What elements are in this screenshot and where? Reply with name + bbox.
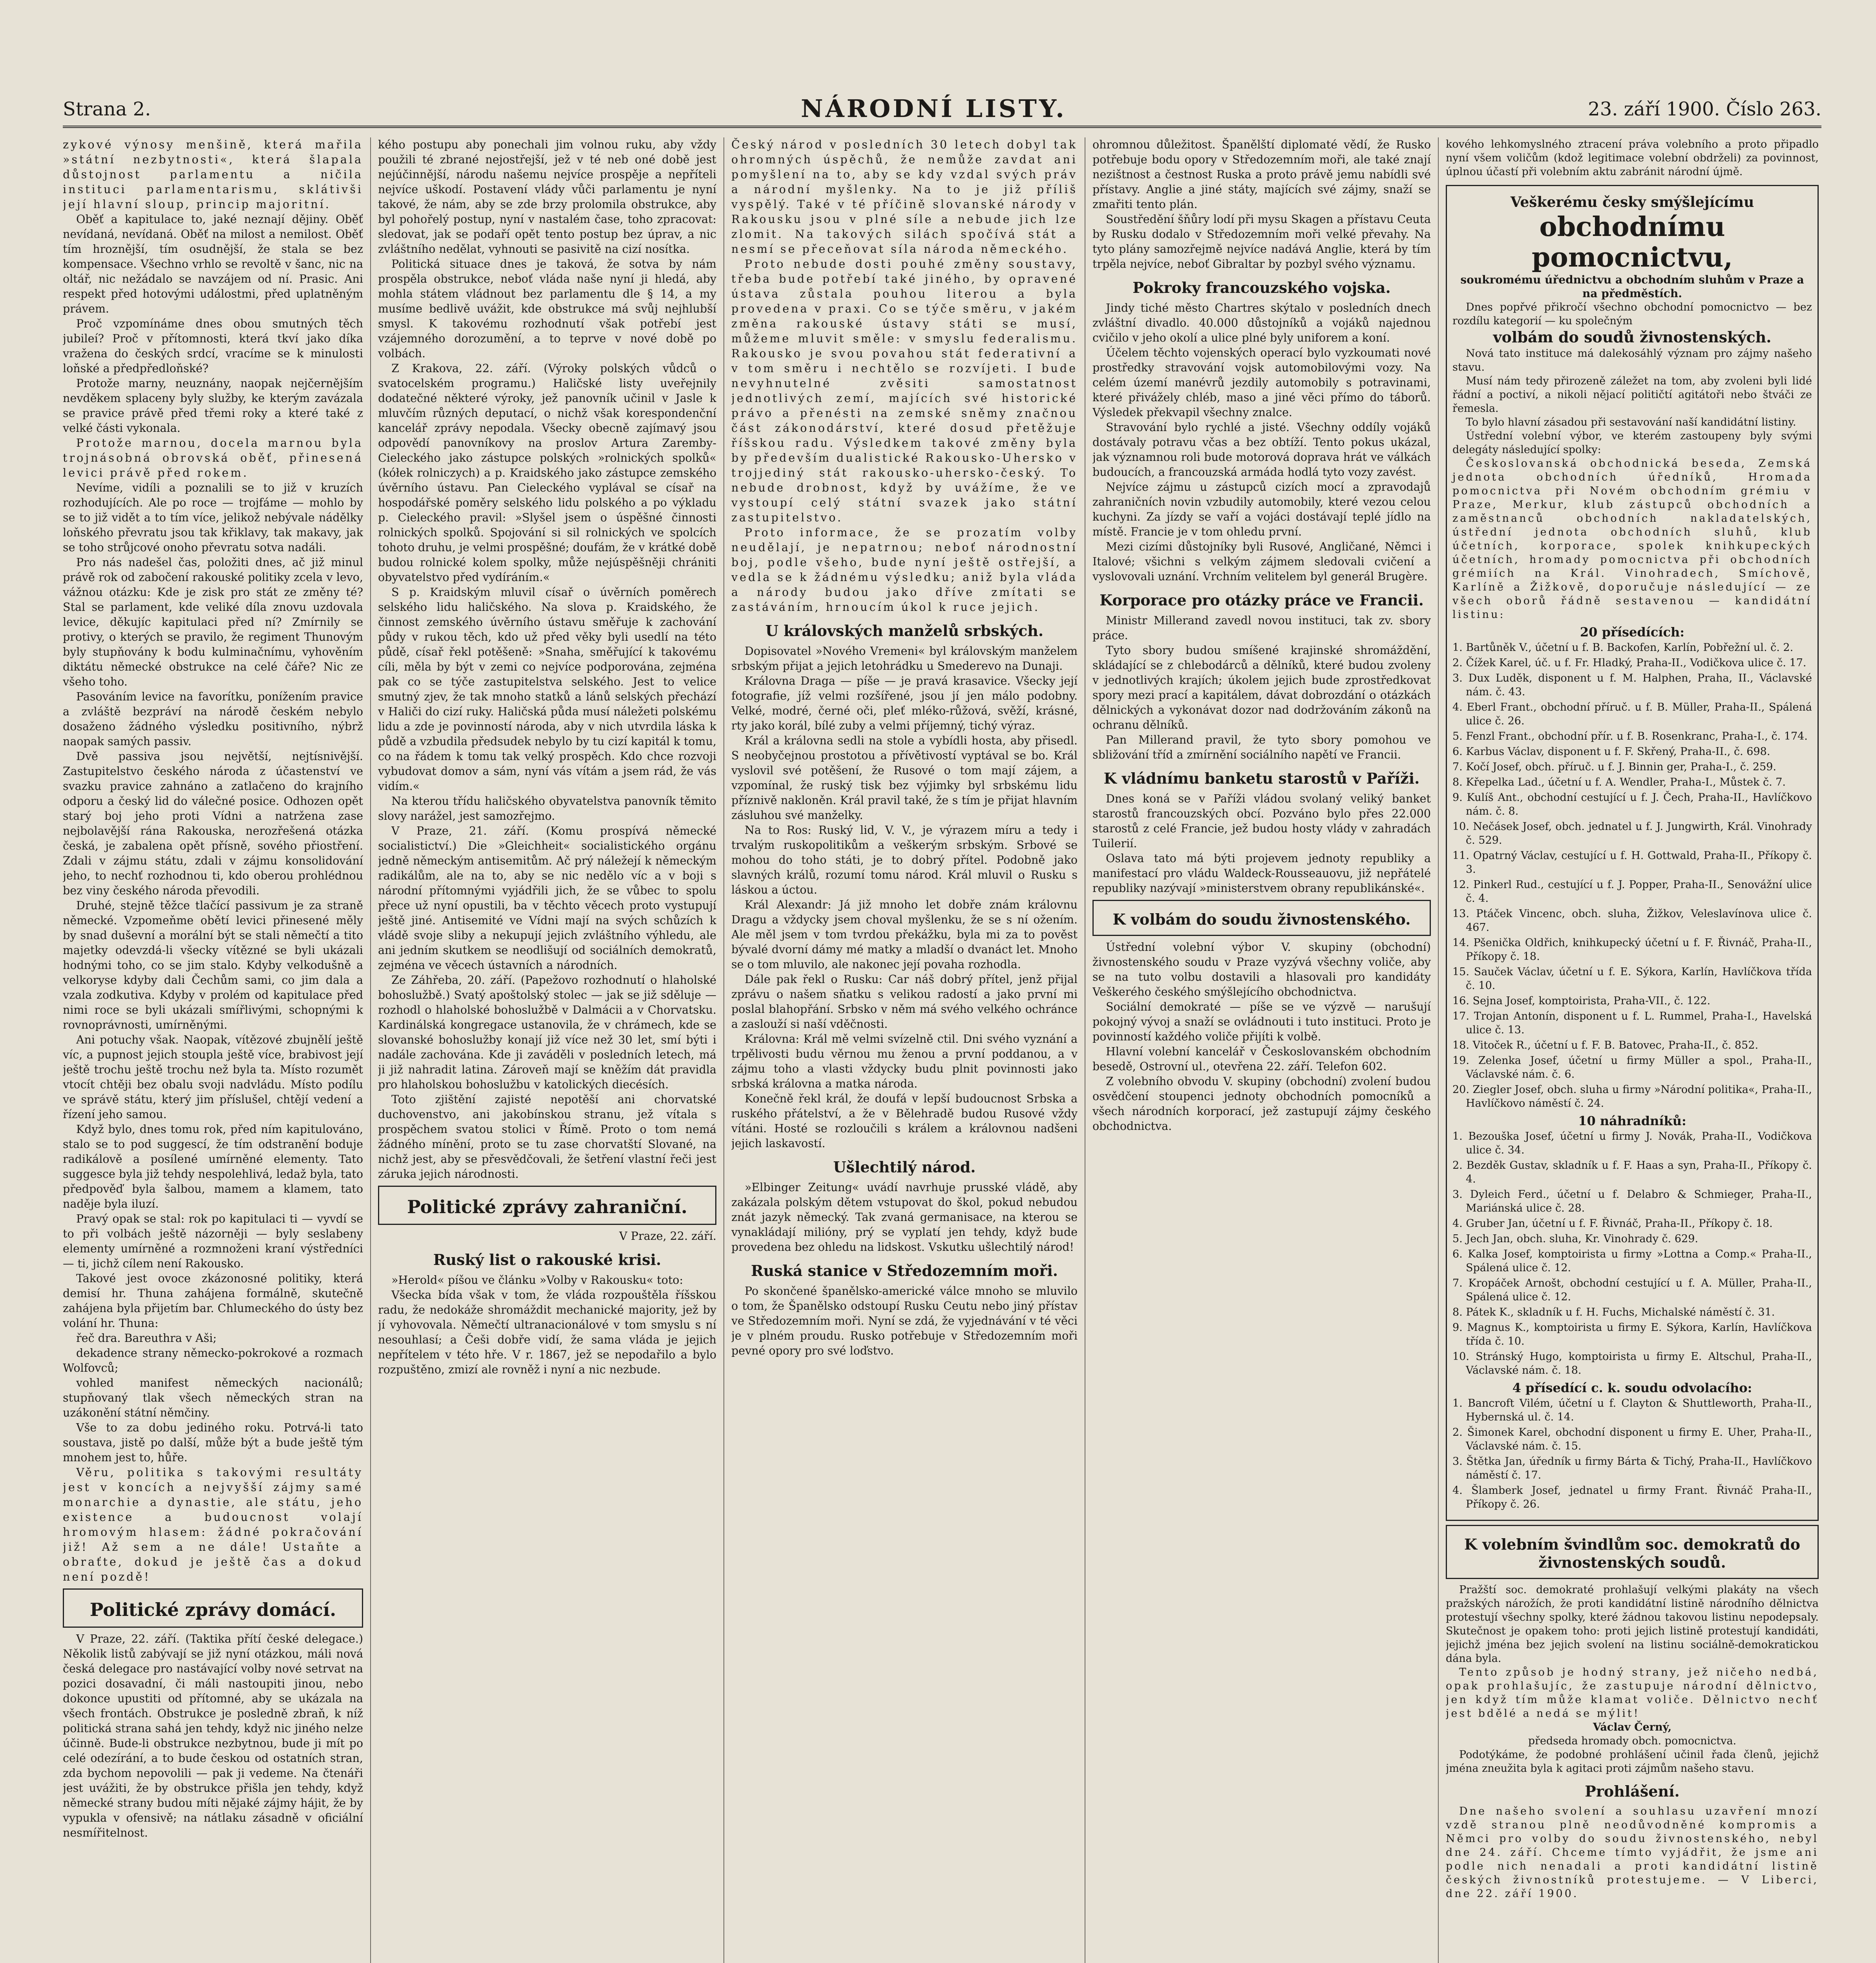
article-text: zykové výnosy menšině, která mařila »státní nezbytnosti«, která šlapala důstojnost parlamentu a ničila instituci parlamentarismu, sklátivši její hlavní sloup, princip majoritní.	[63, 138, 363, 211]
article-text: Tento způsob je hodný strany, jež ničeho nedbá, opak prohlašujíc, že zastupuje národní dělnictvo, jen když tím může klamat voliče. Dělnictvo nechť jest bdělé a nedá se mýlit!	[1446, 1666, 1819, 1720]
article-text: Hlavní volební kancelář v Českoslovanském obchodním besedě, Ostrovní ul., otevřena 22. září. Telefon 602.	[1092, 1045, 1431, 1073]
candidate-entry: 1. Bancroft Vilém, účetní u f. Clayton & Shuttleworth, Praha-II., Hybernská ul. č. 14.	[1452, 1397, 1812, 1423]
ad-text: Nová tato instituce má dalekosáhlý význam pro zájmy našeho stavu.	[1452, 347, 1812, 373]
article-text: Na kterou třídu haličského obyvatelstva panovník těmito slovy narážel, jest samozřejmo.	[378, 795, 716, 822]
article-text: S p. Kraidským mluvil císař o úvěrních poměrech selského lidu haličského. Na slova p. Kraidského, že činnost zemského úvěrního ústavu směřuje k zachování půdy v rukou těch, kdo už před věky byli usedlí na této půdě, císař řekl potěšeně: »Snaha, směřující k takovému cíli, měla by být v zemi co nejvíce podporována, zejména pak co se týče zastupitelstva selského. Jest to velice smutný zjev, že tak mnoho statků a lánů selských přechází v Haliči do cizí ruky. Haličská půda musí náležeti polskému lidu a zde je povinností národa, aby v nich utvrdila láska k půdě a vzbudila předsudek nebylo by tu cizí kapitál k tomu, co na řádem k tomu tak velký prospěch. Kdo chce rozvoji vybudovat domov a sám, nyní vás vítám a jsem rád, že vás vidím.«	[378, 586, 716, 793]
article-text: Pravý opak se stal: rok po kapitulaci ti — vyvdí se to při volbách ještě názorněji — byly seslabeny elementy umírněné a rozmnoženi kraní výstředníci — ti, jichž cílem není Rakousko.	[63, 1212, 363, 1270]
ad-text: Dnes popřvé přikročí všechno obchodní pomocnictvo — bez rozdílu kategorií — ku společným	[1452, 301, 1812, 327]
issue-date: 23. září 1900. Číslo 263.	[1588, 98, 1821, 120]
candidate-entry: 17. Trojan Antonín, disponent u f. L. Rummel, Praha-I., Havelská ulice č. 13.	[1452, 1010, 1812, 1036]
candidate-entry: 3. Štětka Jan, úředník u firmy Bárta & Tichý, Praha-II., Havlíčkovo náměstí č. 17.	[1452, 1455, 1812, 1481]
candidate-entry: 1. Bezouška Josef, účetní u firmy J. Novák, Praha-II., Vodičkova ulice č. 34.	[1452, 1130, 1812, 1156]
article-text: Účelem těchto vojenských operací bylo vyzkoumati nové prostředky stravování vojsk automobilovými vozy. Na celém území manévrů jezdily automobily s potravinami, které přivážely chléb, maso a jiné věci přímo do táborů. Výsledek překvapil všechny znalce.	[1092, 346, 1431, 419]
candidate-entry: 19. Zelenka Josef, účetní u firmy Müller a spol., Praha-II., Václavské nám. č. 6.	[1452, 1055, 1812, 1080]
article-text: Stravování bylo rychlé a jisté. Všechny oddíly vojáků dostávaly potravu včas a bez obtíží. Tento pokus ukázal, jak významnou roli bude motorová doprava hrát ve válkách budoucích, a francouzská armáda hodlá tyto vozy zavést.	[1092, 421, 1431, 479]
candidate-entry: 20. Ziegler Josef, obch. sluha u firmy »Národní politika«, Praha-II., Havlíčkovo náměstí č. 24.	[1452, 1084, 1812, 1109]
candidate-entry: 8. Křepelka Lad., účetní u f. A. Wendler, Praha-I., Můstek č. 7.	[1452, 776, 1786, 788]
candidate-entry: 2. Bezděk Gustav, skladník u f. F. Haas a syn, Praha-II., Příkopy č. 4.	[1452, 1159, 1812, 1185]
column-rule	[1438, 137, 1439, 1963]
article-text: »Herold« píšou ve článku »Volby v Rakousku« toto:	[391, 1274, 683, 1287]
candidate-entry: 8. Pátek K., skladník u f. H. Fuchs, Michalské náměstí č. 31.	[1452, 1306, 1775, 1318]
article-text: Sociální demokraté — píše se ve výzvě — narušují pokojný vývoj a snaží se ovládnouti i tuto instituci. Proto je povinností každého voliče přijíti k volbě.	[1092, 1000, 1431, 1043]
candidate-entry: 3. Dux Luděk, disponent u f. M. Halphen, Praha, II., Václavské nám. č. 43.	[1452, 672, 1812, 698]
candidate-entry: 4. Eberl Frant., obchodní příruč. u f. B. Müller, Praha-II., Spálená ulice č. 26.	[1452, 701, 1812, 727]
article-text: Pražští soc. demokraté prohlašují velkými plakáty na všech pražských nárožích, že proti kandidátní listině národního dělnictva protestují všechny spolky, které žádnou takovou listinu nepodepsaly. Skutečnost je opakem toho: proti jejich listině protestují kandidáti, jejichž jména bez jejich svolení na listinu sociálně-demokratickou dána byla.	[1446, 1584, 1819, 1665]
list-heading: 10 náhradníků:	[1578, 1113, 1686, 1128]
article-text: Pasováním levice na favorítku, ponížením pravice a zvláště bezpráví na národě českém nebylo dosaženo žádného výsledku positivního, nýbrž naopak samých passiv.	[63, 690, 363, 748]
candidate-entry: 7. Kropáček Arnošt, obchodní cestující u f. A. Müller, Praha-II., Spálená ulice č. 12.	[1452, 1277, 1812, 1303]
candidate-entry: 9. Kulíš Ant., obchodní cestující u f. J. Čech, Praha-II., Havlíčkovo nám. č. 8.	[1452, 791, 1812, 817]
article-text: Proto nebude dosti pouhé změny soustavy, třeba bude potřebí také jiného, by opravené ústava zůstala pouhou literou a byla provedena v praxi. Co se týče směru, v jakém změna rakouské ústavy státi se musí, můžeme mluvit směle: v smyslu federalismu. Rakousko je svou povahou stát federativní a v tom směru i nechtělo se rozvíjeti. I bude nevyhnutelné zvěsiti samostatnost jednotlivých zemí, majících své historické právo a přenésti na zemské sněmy značnou část zákonodárství, které dosud přetěžuje říšskou radu. Výsledkem takové změny byla by především dualistické Rakousko-Uhersko v trojjediný stát rakousko-uhersko-český. To nebude drobnost, když by uvážíme, že ve vystoupí celý státní svazek jako státní zastupitelstvo.	[731, 258, 1078, 524]
candidate-entry: 7. Kočí Josef, obch. příruč. u f. J. Binnin ger, Praha-I., č. 259.	[1452, 761, 1777, 773]
article-text: Jindy tiché město Chartres skýtalo v posledních dnech zvláštní divadlo. 40.000 důstojníků a vojáků najednou cvičilo v jeho okolí a ulice plné byly uniforem a koní.	[1092, 302, 1431, 344]
article-text: Vše to za dobu jediného roku. Potrvá-li tato soustava, jistě po další, může být a bude ještě tým mnohem jest to, hůře.	[63, 1421, 363, 1464]
article-text: Ústřední volební výbor V. skupiny (obchodní) živnostenského soudu v Praze vyzývá všechny voliče, aby se na tuto volbu dostavili a hlasovali pro kandidáty Veškerého českého smýšlejícího obchodnictva.	[1092, 941, 1431, 998]
article-text: Všecka bída však v tom, že vláda rozpouštěla říšskou radu, že nedokáže shromáždit mechanické majority, jež by jí vyhovovala. Němečtí ultranacionálové v tom smyslu s ní nesouhlasí; a Češi dobře vidí, že sama vláda je jejich nepřítelem v této hře. V r. 1867, jež se nepodařilo a bylo rozpuštěno, zmizí ale rovněž i nyní a nic nezbude.	[378, 1289, 716, 1376]
article-heading: Prohlášení.	[1585, 1782, 1680, 1800]
article-text: Protože marnou, docela marnou byla trojnásobná obrovská oběť, přinesená levici právě před rokem.	[63, 437, 363, 479]
section-heading: Politické zprávy zahraniční.	[407, 1196, 687, 1217]
candidate-entry: 14. Pšenička Oldřich, knihkupecký účetní u f. F. Řivnáč, Praha-II., Příkopy č. 18.	[1452, 937, 1812, 963]
article-text: Proč vzpomínáme dnes obou smutných těch jubileí? Proč v přítomnosti, která tkví jako díka vražena do českých srdcí, vracíme se k minulosti loňské a předpředloňské?	[63, 317, 363, 375]
candidate-list	[1452, 1130, 1812, 1377]
article-text: Nevíme, vidíli a poznalili se to již v kruzích rozhodujících. Ale po roce — trojfáme — mohlo by se to již vidět a to tím více, jelikož nebývale nádělky loňského převratu jsou tak křiklavy, tak makavy, jak se toho strůjcové onoho převratu sotva nadáli.	[63, 481, 363, 554]
article-text: Takové jest ovoce zkázonosné politiky, která demisí hr. Thuna zahájena formálně, skutečně zahájena byla přijetím bar. Chlumeckého do ústy bez volání hr. Thuna:	[63, 1272, 363, 1330]
ad-headline-2: volbám do soudů živnostenských.	[1493, 328, 1772, 346]
column-rule	[370, 137, 371, 1963]
article-text: Podotýkáme, že podobné prohlášení učinil řada členů, jejichž jména zneužita byla k agitaci proti zájmům našeho stavu.	[1446, 1749, 1819, 1775]
article-text: Toto zjištění zajisté nepotěší ani chorvatské duchovenstvo, ani jakobínskou stranu, jež vítala s prospěchem svatou stolici v Římě. Proto o tom nemá žádného mínění, proto se tu zase chorvatští Slované, na nichž jest, aby se přesvědčovali, že šetření vlastní řeči jest záruka jejich národnosti.	[378, 1093, 716, 1181]
candidate-entry: 6. Kalka Josef, komptoirista u firmy »Lottna a Comp.« Praha-II., Spálená ulice č. 12.	[1452, 1248, 1812, 1274]
article-text: Český národ v posledních 30 letech dobyl tak ohromných úspěchů, že nemůže zavdat ani pomyšlení na to, aby se kdy vzdal svých práv a národní myšlenky. Na to je již příliš vyspělý. Také v té příčině slovanské národy v Rakousku jsou v plné síle a nebude jich lze zlomit. Na takových silách spočívá stát a nesmí se přeceňovat síla národa německého.	[731, 138, 1078, 256]
article-text: kového lehkomyslného ztracení práva volebního a proto připadlo nyní všem voličům (kdož legitimace volební obdrželi) za povinnost, úplnou účastí při volebním aktu zabránit národní újmě.	[1446, 138, 1819, 178]
article-text: V Praze, 22. září. (Taktika přítí české delegace.) Několik listů zabývají se již nyní otázkou, máli nová česká delegace pro nastávající volby nové setrvat na pozici dosavadní, či máli nastoupiti jinou, nebo dokonce upustiti od přítomné, aby se ukázala na všech frontách. Obstrukce je posledně zbraň, k níž politická strana sahá jen tehdy, když nic jiného nelze účinně. Bude-li obstrukce nezbytnou, bude ji mít po celé odezírání, a to bude českou od ostatních stran, zda bychom nepovolili — pak ji vedeme. Na čtenáři jest uvážiti, že by obstrukce přišla jen tehdy, když německé strany budou míti nějaké zájmy hájit, že by vypukla v ofensivě; na nátlaku zásadně v oficiální nesmířitelnost.	[63, 1632, 363, 1839]
article-text: Král a královna sedli na stole a vybídli hosta, aby přisedl. S neobyčejnou prostotou a přívětivostí vyptával se bo. Král vyslovil své potěšení, že Rusové o tom mají zájem, a vzpomínal, že ruský tisk bez výjimky byl srbskému lidu příznivě nakloněn. Král pravil také, že s tím je přijat hlavním zásluhou své manželky.	[731, 734, 1078, 822]
article-text: kého postupu aby ponechali jim volnou ruku, aby vždy použili té zbrané nejostřejší, jež v té neb oné době jest nejúčinnější, národu našemu nejvíce prospěje a nepříteli nejvíce uškodí. Postavení vlády vůči parlamentu je nyní takové, že nám, aby se zde brzy prolomila obstrukce, aby byl pohořelý postup, nyní v nastalém čase, toho zpracovat: sledovat, jak se podaří opět tento postup bez úprav, a nic zvláštního nedělat, vyhnouti se pasivitě na cizí nosítka.	[378, 138, 716, 256]
column-5	[1446, 137, 1819, 1963]
article-heading: Ruská stanice v Středozemním moři.	[751, 1262, 1058, 1279]
candidate-entry: 10. Nečásek Josef, obch. jednatel u f. J. Jungwirth, Král. Vinohrady č. 529.	[1452, 821, 1812, 846]
article-text: Když bylo, dnes tomu rok, před ním kapitulováno, stalo se to pod suggescí, že tím odstranění boduje radikálově a posílené umírněné elementy. Tato suggesce byla již tehdy nespolehlivá, ledaž byla, tato předpověď byla šalbou, mamem a klamem, tato naděje byla iluzí.	[63, 1123, 363, 1210]
signature: Václav Černý,	[1593, 1721, 1672, 1733]
article-text: ohromnou důležitost. Španělští diplomaté vědí, že Rusko potřebuje bodu opory v Středozemním moři, ale také znají nezištnost a čestnost Ruska a proto právě jemu nabídli své přístavy. Anglie a jiné státy, majících své zájmy, snaží se zmařiti tento plán.	[1092, 138, 1431, 211]
article-heading: Pokroky francouzského vojska.	[1133, 279, 1391, 296]
article-text: Ze Záhřeba, 20. září. (Papežovo rozhodnutí o hlaholské bohoslužbě.) Svatý apoštolský stolec — jak se již sděluje — rozhodl o hlaholské bohoslužbě v Dalmácii a v Chorvatsku. Kardinálská kongregace ustanovila, že v chrámech, kde se slovanské bohoslužby konají již více než 30 let, smí býti i nadále zachována. Kde ji zaváděli v posledních letech, má ji již nahradit latina. Zároveň mají se kněžím dát pravidla pro hlaholskou bohoslužbu v katolických diecésích.	[378, 974, 716, 1091]
article-text: Oběť a kapitulace to, jaké neznají dějiny. Oběť nevídaná, nevídaná. Oběť na milost a nemilost. Oběť tím hroznější, tím osudnější, že stala se bez kompensace. Všechno vrhlo se revoltě v šanc, nic na oltář, nic nežádalo se navzájem od ní. Prasic. Ani respekt před hotovými událostmi, před uplatněným právem.	[63, 213, 363, 315]
column-rule	[723, 137, 724, 1963]
page-number: Strana 2.	[63, 98, 151, 120]
article-text: Na to Ros: Ruský lid, V. V., je výrazem míru a tedy i trvalým ruskopolitikům a veškerým srbským. Srbové se mohou do toho státi, je to dobrý přítel. Podobně jako slavných králů, rozumí tomu národ. Král mluvil o Rusku s láskou a úctou.	[731, 824, 1078, 896]
article-text: Královna: Král mě velmi svízelně ctil. Dni svého vyznání a trpělivosti budu věrnou mu ženou a první poddanou, a v zájmu toho a vlasti vždycky budu plnit povinnosti jako srbská královna a matka národa.	[731, 1033, 1078, 1090]
ad-headline: obchodnímu pomocnictvu,	[1531, 211, 1733, 273]
article-text: V Praze, 21. září. (Komu prospívá německé socialistictví.) Die »Gleichheit« socialistického orgánu jedně německým antisemitům. Ač prý náležejí k německým radikálům, ale na to, aby se nic nedělo víc a v boji s národní přítomnými vyjádřili jich, že se vůbec to spolu přece už nyní opustili, ba v těchto věcech proto vystupují ještě jiné. Antisemité ve Vídni mají na svých schůzích k vládě svoje sliby a nekupují jejich zvláštního výhledu, ale ani jedním skutkem se neodlišují od sociálních demokratů, zejména ve věcech ústavních a národních.	[378, 824, 716, 972]
list-heading: 20 přísedících:	[1580, 625, 1685, 640]
candidate-entry: 10. Stránský Hugo, komptoirista u firmy E. Altschul, Praha-II., Václavské nám. č. 18.	[1452, 1351, 1812, 1376]
column-4	[1092, 137, 1431, 1963]
article-heading: U královských manželů srbských.	[765, 622, 1044, 640]
candidate-entry: 5. Fenzl Frant., obchodní přír. u f. B. Rosenkranc, Praha-I., č. 174.	[1452, 730, 1808, 742]
candidate-entry: 11. Opatrný Václav, cestující u f. H. Gottwald, Praha-II., Příkopy č. 3.	[1452, 850, 1812, 875]
column-1	[63, 137, 363, 1963]
article-text: Protože marny, neuznány, naopak nejčernějším nevděkem splaceny byly služby, ke kterým zavázala se pravice právě před třemi roky a které také z velké části vykonala.	[63, 377, 363, 435]
article-text: Z volebního obvodu V. skupiny (obchodní) zvolení budou osvědčení stoupenci jednoty obchodních pomocníků a všech národních korporací, jež zastupují zájmy českého obchodnictva.	[1092, 1075, 1431, 1133]
article-heading: K volebním švindlům soc. demokratů do živnostenských soudů.	[1464, 1535, 1800, 1571]
article-text: Oslava tato má býti projevem jednoty republiky a manifestací pro vládu Waldeck-Rousseauovu, již nepřátelé republiky nazývají »ministerstvem obrany republikánské«.	[1092, 852, 1431, 895]
ad-text: Musí nám tedy přirozeně záležet na tom, aby zvoleni byli lidé řádní a poctiví, a nikoli nějací političtí agitátoři nebo štváči ze řemesla.	[1452, 375, 1812, 415]
candidate-entry: 2. Šimonek Karel, obchodní disponent u firmy E. Uher, Praha-II., Václavské nám. č. 15.	[1452, 1426, 1812, 1452]
article-text: Dvě passiva jsou největší, nejtísnivější. Zastupitelstvo českého národa z účastenství ve svazku pravice zahnáno a zatlačeno do krajního odporu a český lid do válečné posice. Odhozen opět starý boj jeho proti Vídni a natržena zase nejbolavější rána Rakouska, nerozřešená otázka česká, je zabalena opět přísně, sového přiostření. Zdali v zájmu státu, zdali v zájmu konsolidování jeho, to nechť rozhodnou ti, kdo oberou prohlédnou bez viny českého národa převodili.	[63, 750, 363, 897]
ad-text: Českoslovanská obchodnická beseda, Zemská jednota obchodních úředníků, Hromada pomocnictva při Novém obchodním grémiu v Praze, Merkur, klub zástupců obchodních a zaměstnanců obchodních nakladatelských, ústřední jednota obchodních sluhů, klub účetních, korporace, spolek knihkupeckých účetních, hromady pomocnictva při obchodních grémiích na Král. Vinohradech, Smíchově, Karlíně a Žižkově, doporučuje následující — ze všech oborů řádně sestavenou — kandidátní listinu:	[1452, 457, 1812, 621]
election-advertisement	[1446, 185, 1819, 1521]
article-heading: Ruský list o rakouské krisi.	[433, 1251, 661, 1268]
ad-title: Veškerému česky smýšlejícímu	[1510, 194, 1754, 210]
candidate-entry: 12. Pinkerl Rud., cestující u f. J. Popper, Praha-II., Senovážní ulice č. 4.	[1452, 879, 1812, 905]
article-heading: Korporace pro otázky práce ve Francii.	[1100, 591, 1424, 609]
masthead	[63, 94, 1821, 128]
column-3	[731, 137, 1078, 1963]
article-text: Mezi cizími důstojníky byli Rusové, Angličané, Němci i Italové; všichni s velkým zájmem sledovali cvičení a vyslovovali uznání. Vrchním velitelem byl generál Brugère.	[1092, 540, 1431, 583]
section-box	[378, 1186, 716, 1225]
article-text: Dne našeho svolení a souhlasu uzavření mnozí vzdě stranou plně neodůvodněné kompromis a Němci pro volby do soudu živnostenského, nebyl dne 24. září. Chceme tímto vyjádřit, že jsme ani podle nich nenadali a proti kandidátní listině českých živnostníků protestujeme. — V Liberci, dne 22. září 1900.	[1446, 1805, 1819, 1900]
candidate-entry: 13. Ptáček Vincenc, obch. sluha, Žižkov, Veleslavínova ulice č. 467.	[1452, 908, 1812, 934]
candidate-entry: 15. Sauček Václav, účetní u f. E. Sýkora, Karlín, Havlíčkova třída č. 10.	[1452, 966, 1812, 992]
article-text: Pro nás nadešel čas, položiti dnes, ač již minul právě rok od zabočení rakouské politiky zcela v levo, vážnou otázku: Kde je zisk pro stát ze změny té? Stal se parlament, kde veliké díla znovu uzdovala levice, děkujíc kapitulaci před ní? Zmírnily se protivy, o kterých se pravilo, že regiment Thunovým byly stupňovány k bodu kulminačnímu, vyhověním diktátu německé obstrukce na celé čáře? Nic ze všeho toho.	[63, 556, 363, 688]
article-text: Dále pak řekl o Rusku: Car náš dobrý přítel, jenž přijal zprávu o našem sňatku s velikou radostí a jako první mi poslal blahopřání. Srbsko v něm má svého velkého ochránce a zaslouží si naší vděčnosti.	[731, 973, 1078, 1031]
article-text: vohled manifest německých nacionálů; stupňovaný tlak všech německých stran na uzákonění státní němčiny.	[63, 1376, 363, 1419]
section-box	[63, 1588, 363, 1628]
dateline: V Praze, 22. září.	[619, 1230, 716, 1243]
article-text: Věru, politika s takovými resultáty jest v koncích a nejvyšší zájmy samé monarchie a dynastie, ale státu, jeho existence a budoucnost volají hromovým hlasem: žádné pokračování již! Až sem a ne dále! Ustaňte a obraťte, dokud je ještě čas a dokud není pozdě!	[63, 1466, 363, 1583]
candidate-list	[1452, 641, 1812, 1110]
candidate-entry: 16. Sejna Josef, komptoirista, Praha-VII., č. 122.	[1452, 995, 1711, 1007]
candidate-entry: 4. Šlamberk Josef, jednatel u firmy Frant. Řivnáč Praha-II., Příkopy č. 26.	[1452, 1484, 1812, 1510]
candidate-entry: 9. Magnus K., komptoirista u firmy E. Sýkora, Karlín, Havlíčkova třída č. 10.	[1452, 1321, 1812, 1347]
article-heading: K vládnímu banketu starostů v Paříži.	[1103, 769, 1420, 787]
candidate-entry: 1. Bartůněk V., účetní u f. B. Backofen, Karlín, Pobřežní ul. č. 2.	[1452, 642, 1794, 654]
article-text: Královna Draga — píše — je pravá krasavice. Všecky její fotografie, jíž velmi rozšířené, jsou jí jen málo podobny. Velké, modré, černé oči, pleť mléko-růžová, svěží, krásné, rty jako korál, bílé zuby a velmi příjemný, tichý výraz.	[731, 674, 1078, 732]
candidate-entry: 5. Jech Jan, obch. sluha, Kr. Vinohrady č. 629.	[1452, 1233, 1698, 1245]
article-text: Pan Millerand pravil, že tyto sbory pomohou ve sbližování tříd a zmírnění sociálního napětí ve Francii.	[1092, 733, 1431, 761]
article-text: Dopisovatel »Nového Vremeni« byl královským manželem srbským přijat a jejich letohrádku u Smederevo na Dunaji.	[731, 645, 1078, 673]
article-text: Politická situace dnes je taková, že sotva by nám prospěla obstrukce, neboť vláda naše nyní ji hledá, aby mohla státem vládnout bez parlamentu dle § 14, a my musíme bedlivě uvážit, kde obstrukce má svůj nejhlubší smysl. K takovému rozhodnutí však potřebí jest vzájemného dorozumění, a to teprve v nové době po volbách.	[378, 258, 716, 360]
article-text: Z Krakova, 22. září. (Výroky polských vůdců o svatocelském programu.) Haličské listy uveřejnily dodatečné některé výroky, jež panovník učinil v Jasle k mluvčím různých deputací, o nichž však korespondenční kancelář zprávy nepodala. Všecky obecně zajímavý jsou odpovědí panovníkovy na proslov Artura Zaremby-Cieleckého jako zástupce polských »rolnických spolků« (kółek rolniczych) a p. Kraidského jako zástupce zemského úvěrního ústavu. Pan Cieleckého vyplával se císař na hospodářské poměry selského lidu polského a po výkladu p. Cieleckého pravil: »Slyšel jsem o úspěšné činnosti rolnických spolků. Spojování si sil rolnických ve spolcích tohoto druhu, je velmi prospěšné; doufám, že v krátké době budou rolnické kolem spolky, může nejúspěšněji chrániti obyvatelstvo před vydíráním.«	[378, 362, 716, 584]
article-text: Král Alexandr: Já již mnoho let dobře znám královnu Dragu a vždycky jsem choval myšlenku, že se s ní ožením. Ale měl jsem v tom tvrdou překážku, byla mi za to pověst bývalé dvorní dámy mé matky a mladší o dvanáct let. Mnoho se o tom mluvilo, ale nakonec její povaha rozhodla.	[731, 898, 1078, 971]
article-text: »Elbinger Zeitung« uvádí navrhuje prusské vládě, aby zakázala polským dětem vstupovat do škol, pokud nebudou znát jazyk německý. Tak zvaná germanisace, na kterou se vynakládají milióny, prý se vyplatí jen tehdy, když bude provedena bez ohledu na lidskost. Vskutku ušlechtilý národ!	[731, 1181, 1078, 1254]
section-box	[1446, 1525, 1819, 1579]
section-heading: Politické zprávy domácí.	[90, 1599, 336, 1620]
section-box	[1092, 900, 1431, 936]
article-heading: Ušlechtilý národ.	[833, 1158, 976, 1176]
ad-text: Ústřední volební výbor, ve kterém zastoupeny byly svými delegáty následující spolky:	[1452, 430, 1812, 456]
article-text: Ministr Millerand zavedl novou instituci, tak zv. sbory práce.	[1092, 614, 1431, 642]
article-text: Druhé, stejně těžce tlačící passivum je za straně německé. Vzpomeňme obětí levici přinesené měly by snad duševní a morální být se stali němečtí a tito majetky odevzdá-li všecky vítězné se byli ukázali hodnými toho, co se jim stalo. Kdyby velkodušně a velkoryse kdyby dali Čechům sami, co jim dala a vzala zodkutiva. Kdyby v prolém od kapitulace před nimi roce se byli ukázali smířlivými, schopnými k rovnoprávnosti, umírněnými.	[63, 899, 363, 1031]
article-text: Dnes koná se v Paříži vládou svolaný veliký banket starostů francouzských obcí. Pozváno bylo přes 22.000 starostů z celé Francie, jež budou hosty vlády v zahradách Tuilerií.	[1092, 792, 1431, 850]
article-text: Proto informace, že se prozatím volby neudělají, je nepatrnou; neboť národnostní boj, podle všeho, bude nyní ještě ostřejší, a vedla se k žádnému výsledku; aniž byla vláda a národy budou jako dříve zmítati se zastáváním, hrnoucím úkol k ruce jejich.	[731, 526, 1078, 614]
ad-text: To bylo hlavní zásadou při sestavování naší kandidátní listiny.	[1466, 416, 1796, 428]
signature-role: předseda hromady obch. pomocnictva.	[1528, 1735, 1737, 1747]
candidate-list	[1452, 1396, 1812, 1511]
article-text: Po skončené španělsko-americké válce mnoho se mluvilo o tom, že Španělsko odstoupí Rusku Ceutu nebo jiný přístav ve Středozemním moři. Nyní se zdá, že vyjednávání v té věci je v plném proudu. Rusko potřebuje v Středozemním moři pevné opory pro své loďstvo.	[731, 1285, 1078, 1357]
article-text: dekadence strany německo-pokrokové a rozmach Wolfovců;	[63, 1347, 363, 1374]
candidate-entry: 2. Čížek Karel, úč. u f. Fr. Hladký, Praha-II., Vodičkova ulice č. 17.	[1452, 657, 1807, 669]
article-text: Nejvíce zájmu u zástupců cizích mocí a zpravodajů zahraničních novin vzbudily automobily, které vezou celou kuchyni. Za jízdy se vaří a vojáci dostávají teplé jídlo na místě. Francie je v tom ohledu první.	[1092, 481, 1431, 538]
column-2	[378, 137, 716, 1963]
candidate-entry: 4. Gruber Jan, účetní u f. F. Řivnáč, Praha-II., Příkopy č. 18.	[1452, 1217, 1773, 1230]
article-heading: K volbám do soudu živnostenského.	[1112, 910, 1411, 928]
candidate-entry: 3. Dyleich Ferd., účetní u f. Delabro & Schmieger, Praha-II., Mariánská ulice č. 28.	[1452, 1188, 1812, 1214]
article-text: Tyto sbory budou smíšené krajinské shromáždění, skládající se z chlebodárců a dělníků, které budou zvoleny v jednotlivých krajích; úkolem jejich bude zprostředkovat spory mezi prací a kapitálem, dávat dobrozdání o otázkách dělnických a vykonávat dozor nad dodržováním zákonů na ochranu dělníků.	[1092, 644, 1431, 731]
article-text: řeč dra. Bareuthra v Aši;	[76, 1332, 217, 1345]
article-text: Ani potuchy však. Naopak, vítězové zbujnělí ještě víc, a pupnost jejich stoupla ještě více, brabivost její ještě trochu ještě trochu než byla ta. Místo rozumět vtocít chtěji bez obalu svoji nadvládu. Místo podílu ve správě státu, který jim příslušel, chtějí vedení a řízení jeho samou.	[63, 1033, 363, 1121]
article-text: Konečně řekl král, že doufá v lepší budoucnost Srbska a ruského přátelství, a že v Bělehradě budou Rusové vždy vítáni. Hosté se rozloučili s králem a královnou nadšeni jejich laskavostí.	[731, 1092, 1078, 1150]
newspaper-title: NÁRODNÍ LISTY.	[801, 94, 1067, 123]
list-heading: 4 přísedící c. k. soudu odvolacího:	[1512, 1380, 1752, 1395]
candidate-entry: 18. Vitoček R., účetní u f. F. B. Batovec, Praha-II., č. 852.	[1452, 1039, 1759, 1051]
article-text: Soustředění šňůry lodí při mysu Skagen a přístavu Ceuta by Rusku dodalo v Středozemním moři velké převahy. Na tyto plány samozřejmě nejvíce nadává Anglie, která by tím trpěla nejvíce, neboť Gibraltar by pozbyl svého významu.	[1092, 213, 1431, 271]
ad-subtitle: soukromému úřednictvu a obchodním sluhům v Praze a na předměstích.	[1460, 273, 1804, 300]
candidate-entry: 6. Karbus Václav, disponent u f. F. Skřený, Praha-II., č. 698.	[1452, 746, 1770, 758]
